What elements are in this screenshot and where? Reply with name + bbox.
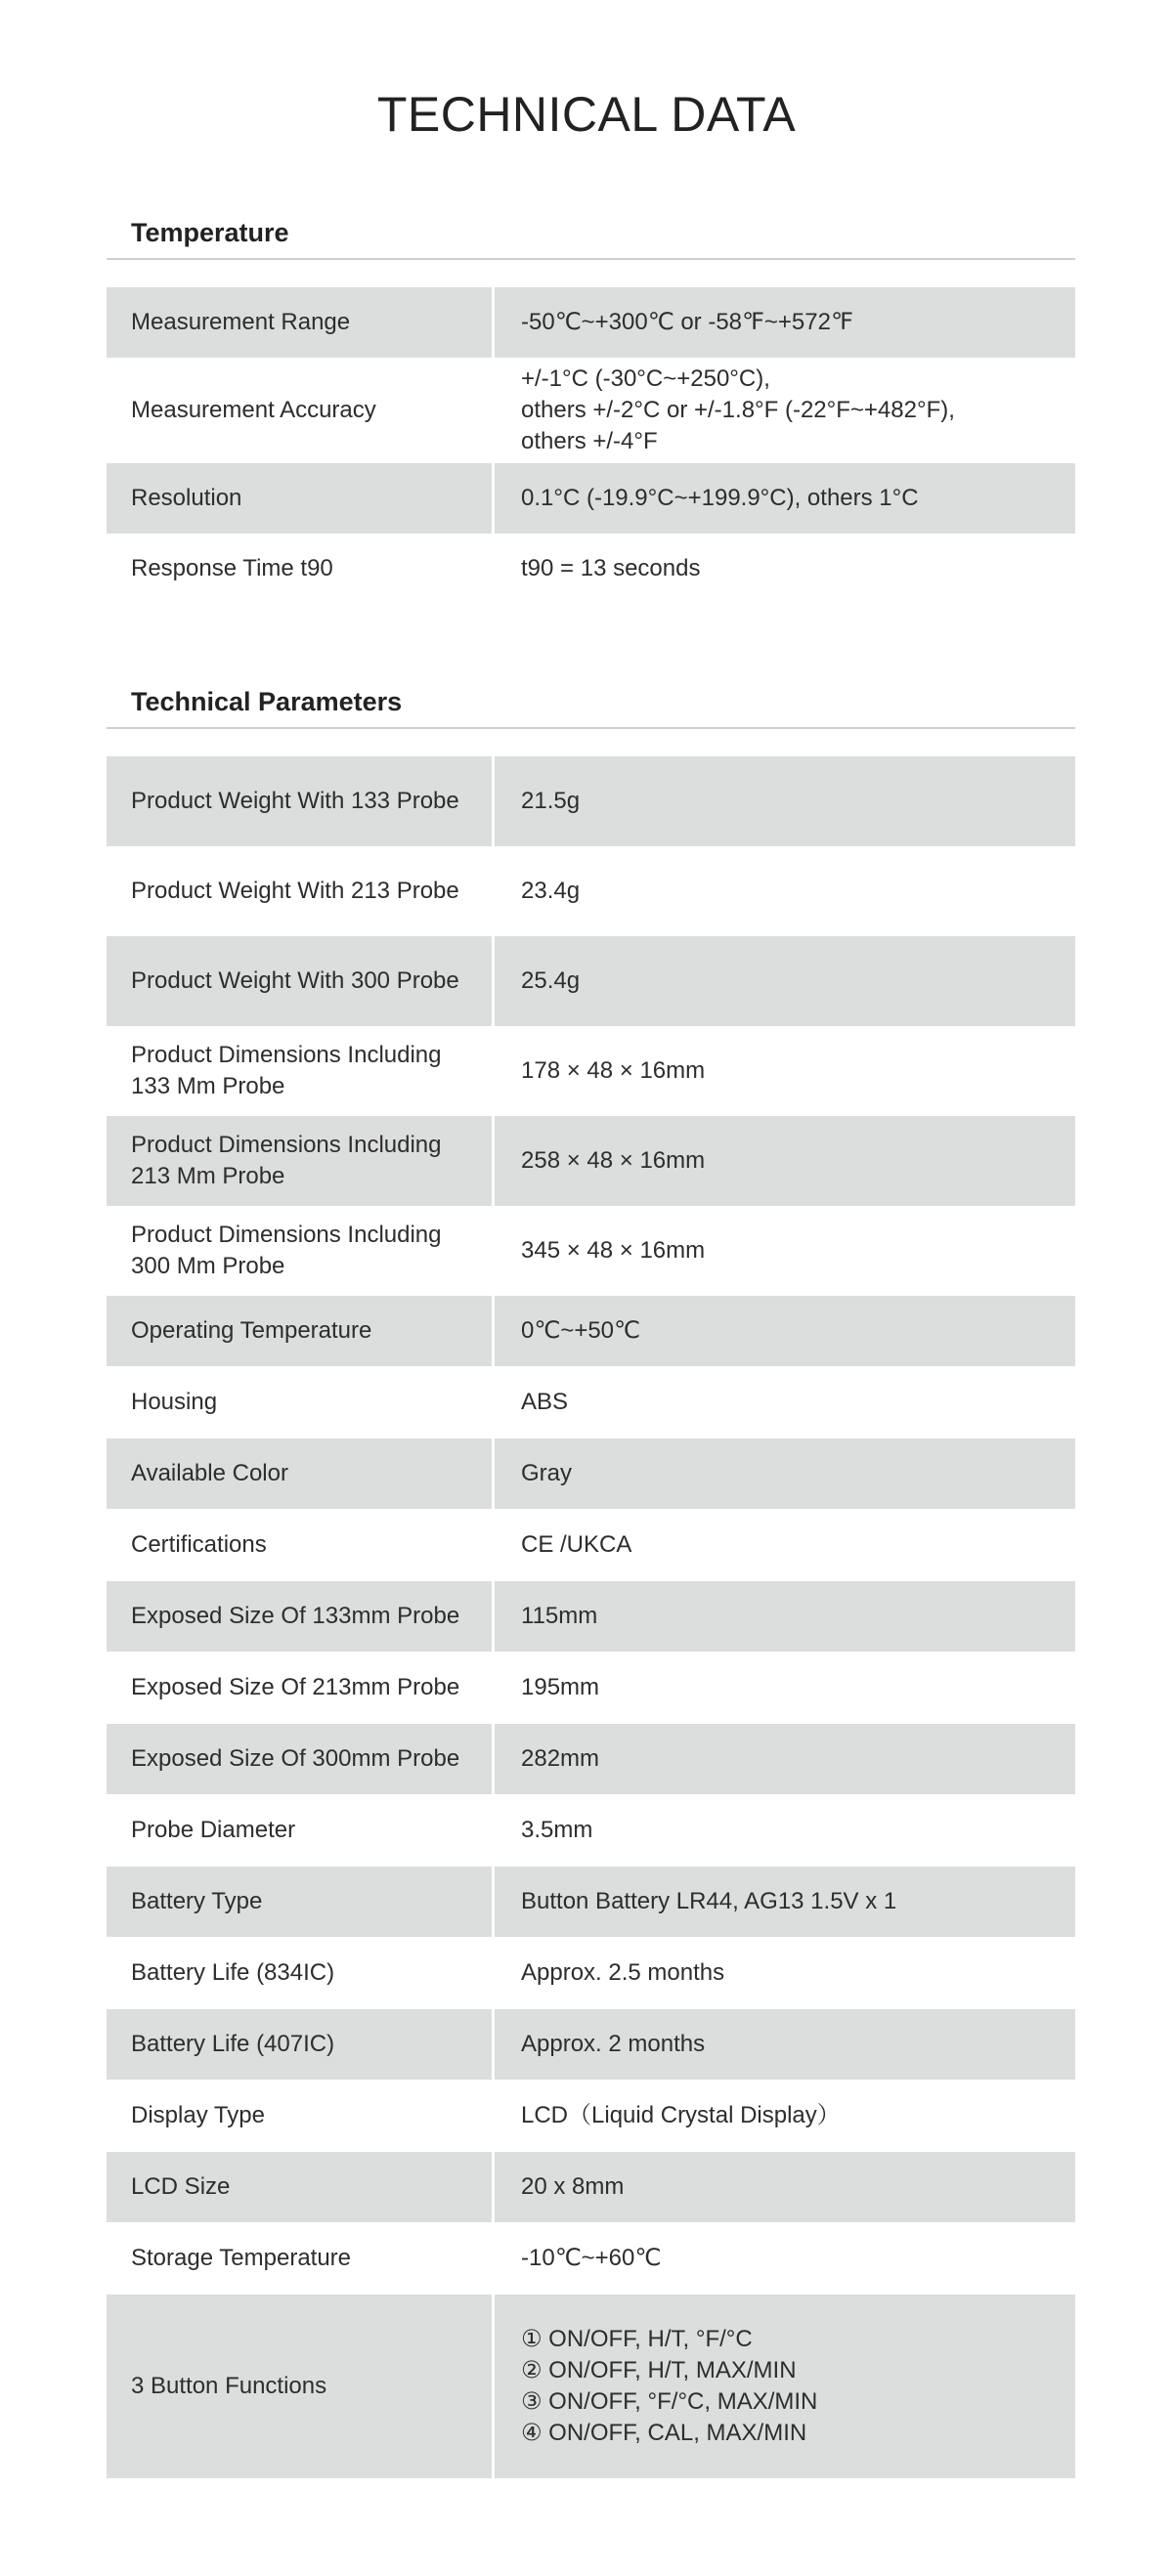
row-value-line: Button Battery LR44, AG13 1.5V x 1 bbox=[521, 1888, 897, 1914]
row-value-line: -50℃~+300℃ or -58℉~+572℉ bbox=[521, 309, 853, 335]
table-row bbox=[107, 1026, 1075, 1116]
table-row bbox=[107, 534, 1075, 604]
row-value-line: 195mm bbox=[521, 1674, 600, 1700]
row-label: Product Weight With 300 Probe bbox=[107, 936, 495, 1026]
row-value-line: 178 × 48 × 16mm bbox=[521, 1057, 706, 1084]
row-value-line: 21.5g bbox=[521, 788, 581, 814]
row-label: 3 Button Functions bbox=[107, 2295, 495, 2478]
row-value bbox=[495, 876, 1075, 907]
row-label: Product Weight With 213 Probe bbox=[107, 846, 495, 936]
row-label: Product Dimensions Including 300 Mm Probe bbox=[107, 1206, 495, 1296]
row-value-line: ABS bbox=[521, 1389, 569, 1415]
row-value-line: Approx. 2.5 months bbox=[521, 1959, 725, 1986]
row-label: Display Type bbox=[107, 2080, 495, 2152]
row-label: Certifications bbox=[107, 1509, 495, 1581]
row-label: Housing bbox=[107, 1366, 495, 1438]
page-title: TECHNICAL DATA bbox=[376, 87, 797, 142]
row-value bbox=[495, 364, 1075, 457]
row-value-line: t90 = 13 seconds bbox=[521, 555, 701, 581]
row-label: Battery Life (407IC) bbox=[107, 2009, 495, 2080]
row-value-line: 23.4g bbox=[521, 878, 581, 904]
table-row bbox=[107, 1509, 1075, 1581]
table-row bbox=[107, 1206, 1075, 1296]
row-label: Response Time t90 bbox=[107, 534, 495, 604]
row-value-line: LCD（Liquid Crystal Display） bbox=[521, 2102, 841, 2128]
row-value-line: others +/-4°F bbox=[521, 428, 658, 454]
table-row bbox=[107, 846, 1075, 936]
table-row bbox=[107, 463, 1075, 534]
row-value bbox=[495, 1957, 1075, 1989]
row-label: Resolution bbox=[107, 463, 495, 534]
row-value-line: CE /UKCA bbox=[521, 1531, 632, 1558]
row-value bbox=[495, 1315, 1075, 1347]
row-value bbox=[495, 1601, 1075, 1632]
table-row bbox=[107, 1581, 1075, 1652]
technical-parameters-section bbox=[107, 676, 1075, 2478]
row-value-line: 25.4g bbox=[521, 967, 581, 994]
row-value-line: +/-1°C (-30°C~+250°C), bbox=[521, 365, 770, 392]
table-row bbox=[107, 1296, 1075, 1366]
row-value bbox=[495, 1815, 1075, 1846]
table-row bbox=[107, 1116, 1075, 1206]
table-row bbox=[107, 1652, 1075, 1724]
row-value bbox=[495, 2171, 1075, 2203]
row-value-line: Approx. 2 months bbox=[521, 2031, 706, 2057]
row-value-line: 3.5mm bbox=[521, 1817, 593, 1843]
row-value-line: 20 x 8mm bbox=[521, 2173, 625, 2200]
row-label: Product Dimensions Including 133 Mm Probe bbox=[107, 1026, 495, 1116]
row-value bbox=[495, 2243, 1075, 2274]
row-value-line: 115mm bbox=[521, 1603, 598, 1629]
row-value bbox=[495, 2324, 1075, 2449]
row-value-line: ① ON/OFF, H/T, °F/°C bbox=[521, 2326, 753, 2352]
row-label: Storage Temperature bbox=[107, 2222, 495, 2295]
row-value-line: -10℃~+60℃ bbox=[521, 2245, 662, 2271]
table-row bbox=[107, 1724, 1075, 1794]
row-value-line: ④ ON/OFF, CAL, MAX/MIN bbox=[521, 2420, 807, 2446]
row-value-line: ③ ON/OFF, °F/°C, MAX/MIN bbox=[521, 2388, 818, 2415]
table-row bbox=[107, 358, 1075, 463]
table-row bbox=[107, 1794, 1075, 1867]
row-label: LCD Size bbox=[107, 2152, 495, 2222]
row-label: Exposed Size Of 300mm Probe bbox=[107, 1724, 495, 1794]
row-value bbox=[495, 1145, 1075, 1177]
row-value bbox=[495, 1886, 1075, 1917]
row-value bbox=[495, 966, 1075, 997]
row-value bbox=[495, 1529, 1075, 1561]
row-value bbox=[495, 1055, 1075, 1087]
temperature-table bbox=[107, 287, 1075, 604]
row-value bbox=[495, 1387, 1075, 1418]
row-value bbox=[495, 1235, 1075, 1267]
row-value-line: others +/-2°C or +/-1.8°F (-22°F~+482°F), bbox=[521, 397, 955, 423]
row-value-line: 282mm bbox=[521, 1745, 600, 1772]
table-row bbox=[107, 1937, 1075, 2009]
table-row bbox=[107, 1867, 1075, 1937]
row-value bbox=[495, 553, 1075, 584]
table-row bbox=[107, 2295, 1075, 2478]
technical-parameters-table bbox=[107, 756, 1075, 2478]
row-value-line: 0℃~+50℃ bbox=[521, 1317, 640, 1344]
table-row bbox=[107, 2152, 1075, 2222]
table-row bbox=[107, 936, 1075, 1026]
section-title: Temperature bbox=[107, 207, 1075, 260]
table-row bbox=[107, 2222, 1075, 2295]
row-label: Measurement Accuracy bbox=[107, 358, 495, 463]
table-row bbox=[107, 2009, 1075, 2080]
table-row bbox=[107, 756, 1075, 846]
row-value bbox=[495, 307, 1075, 338]
row-value-line: Gray bbox=[521, 1460, 573, 1486]
row-value-line: 345 × 48 × 16mm bbox=[521, 1237, 706, 1264]
row-label: Measurement Range bbox=[107, 287, 495, 358]
row-label: Exposed Size Of 133mm Probe bbox=[107, 1581, 495, 1652]
row-value bbox=[495, 2029, 1075, 2060]
table-row bbox=[107, 287, 1075, 358]
row-value bbox=[495, 483, 1075, 514]
row-value bbox=[495, 1672, 1075, 1703]
section-title: Technical Parameters bbox=[107, 676, 1075, 729]
table-row bbox=[107, 2080, 1075, 2152]
row-label: Operating Temperature bbox=[107, 1296, 495, 1366]
row-label: Battery Life (834IC) bbox=[107, 1937, 495, 2009]
row-label: Available Color bbox=[107, 1438, 495, 1509]
table-row bbox=[107, 1438, 1075, 1509]
row-label: Product Weight With 133 Probe bbox=[107, 756, 495, 846]
row-value-line: ② ON/OFF, H/T, MAX/MIN bbox=[521, 2357, 797, 2383]
row-value bbox=[495, 1743, 1075, 1775]
row-value-line: 0.1°C (-19.9°C~+199.9°C), others 1°C bbox=[521, 485, 919, 511]
row-value-line: 258 × 48 × 16mm bbox=[521, 1147, 706, 1174]
row-value bbox=[495, 786, 1075, 817]
row-label: Battery Type bbox=[107, 1867, 495, 1937]
row-label: Product Dimensions Including 213 Mm Probe bbox=[107, 1116, 495, 1206]
table-row bbox=[107, 1366, 1075, 1438]
temperature-section bbox=[107, 207, 1075, 604]
row-value bbox=[495, 2100, 1075, 2131]
row-label: Exposed Size Of 213mm Probe bbox=[107, 1652, 495, 1724]
row-value bbox=[495, 1458, 1075, 1489]
row-label: Probe Diameter bbox=[107, 1794, 495, 1867]
